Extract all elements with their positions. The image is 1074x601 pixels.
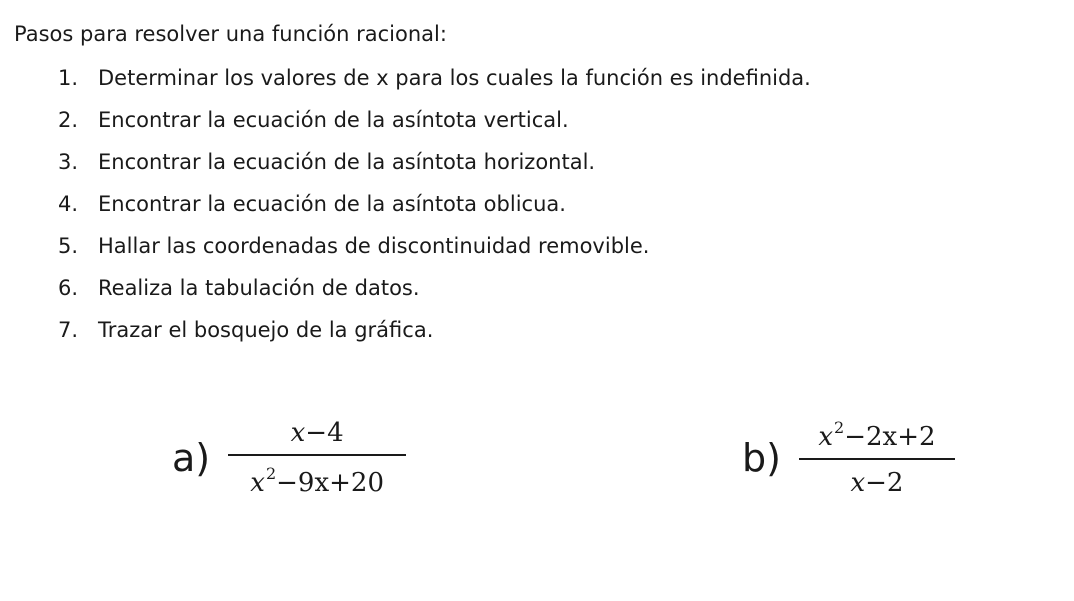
fraction-b (799, 420, 955, 496)
step-number: 7. (58, 318, 79, 342)
step-number: 4. (58, 192, 79, 216)
step-number: 6. (58, 276, 79, 300)
list-item (58, 64, 811, 106)
step-number: 1. (58, 66, 79, 90)
denominator-rest: −9x+20 (276, 468, 384, 498)
variable-x: x (818, 422, 834, 452)
page-title: Pasos para resolver una función racional: (14, 22, 447, 46)
variable-x: x (250, 468, 265, 498)
step-text: Encontrar la ecuación de la asíntota oblicua. (98, 192, 566, 216)
exercise-a (172, 420, 406, 496)
denominator-rest: −2 (865, 468, 904, 498)
numerator-rest: −4 (305, 418, 344, 448)
variable-x: x (290, 418, 306, 448)
exercise-a-label: a) (172, 436, 211, 480)
step-number: 2. (58, 108, 79, 132)
step-text: Hallar las coordenadas de discontinuidad removible. (98, 234, 650, 258)
list-item (58, 232, 811, 274)
list-item (58, 274, 811, 316)
variable-x: x (850, 468, 866, 498)
exercise-b (742, 420, 955, 496)
exercise-b-label: b) (742, 436, 781, 480)
step-text: Encontrar la ecuación de la asíntota horizontal. (98, 150, 596, 174)
fraction-a-numerator (285, 420, 350, 454)
step-text: Encontrar la ecuación de la asíntota vertical. (98, 108, 569, 132)
step-text: Realiza la tabulación de datos. (98, 276, 420, 300)
fraction-a-denominator (244, 456, 390, 496)
step-number: 5. (58, 234, 79, 258)
list-item (58, 190, 811, 232)
exponent: 2 (834, 418, 845, 437)
list-item (58, 316, 811, 358)
fraction-a (228, 420, 406, 496)
exponent: 2 (265, 464, 277, 483)
fraction-b-denominator (844, 460, 909, 496)
steps-list (58, 64, 811, 358)
list-item (58, 106, 811, 148)
fraction-b-numerator (812, 420, 941, 458)
numerator-rest: −2x+2 (844, 422, 936, 452)
step-text: Trazar el bosquejo de la gráfica. (98, 318, 434, 342)
step-text: Determinar los valores de x para los cuales la función es indefinida. (98, 66, 811, 90)
step-number: 3. (58, 150, 79, 174)
list-item (58, 148, 811, 190)
